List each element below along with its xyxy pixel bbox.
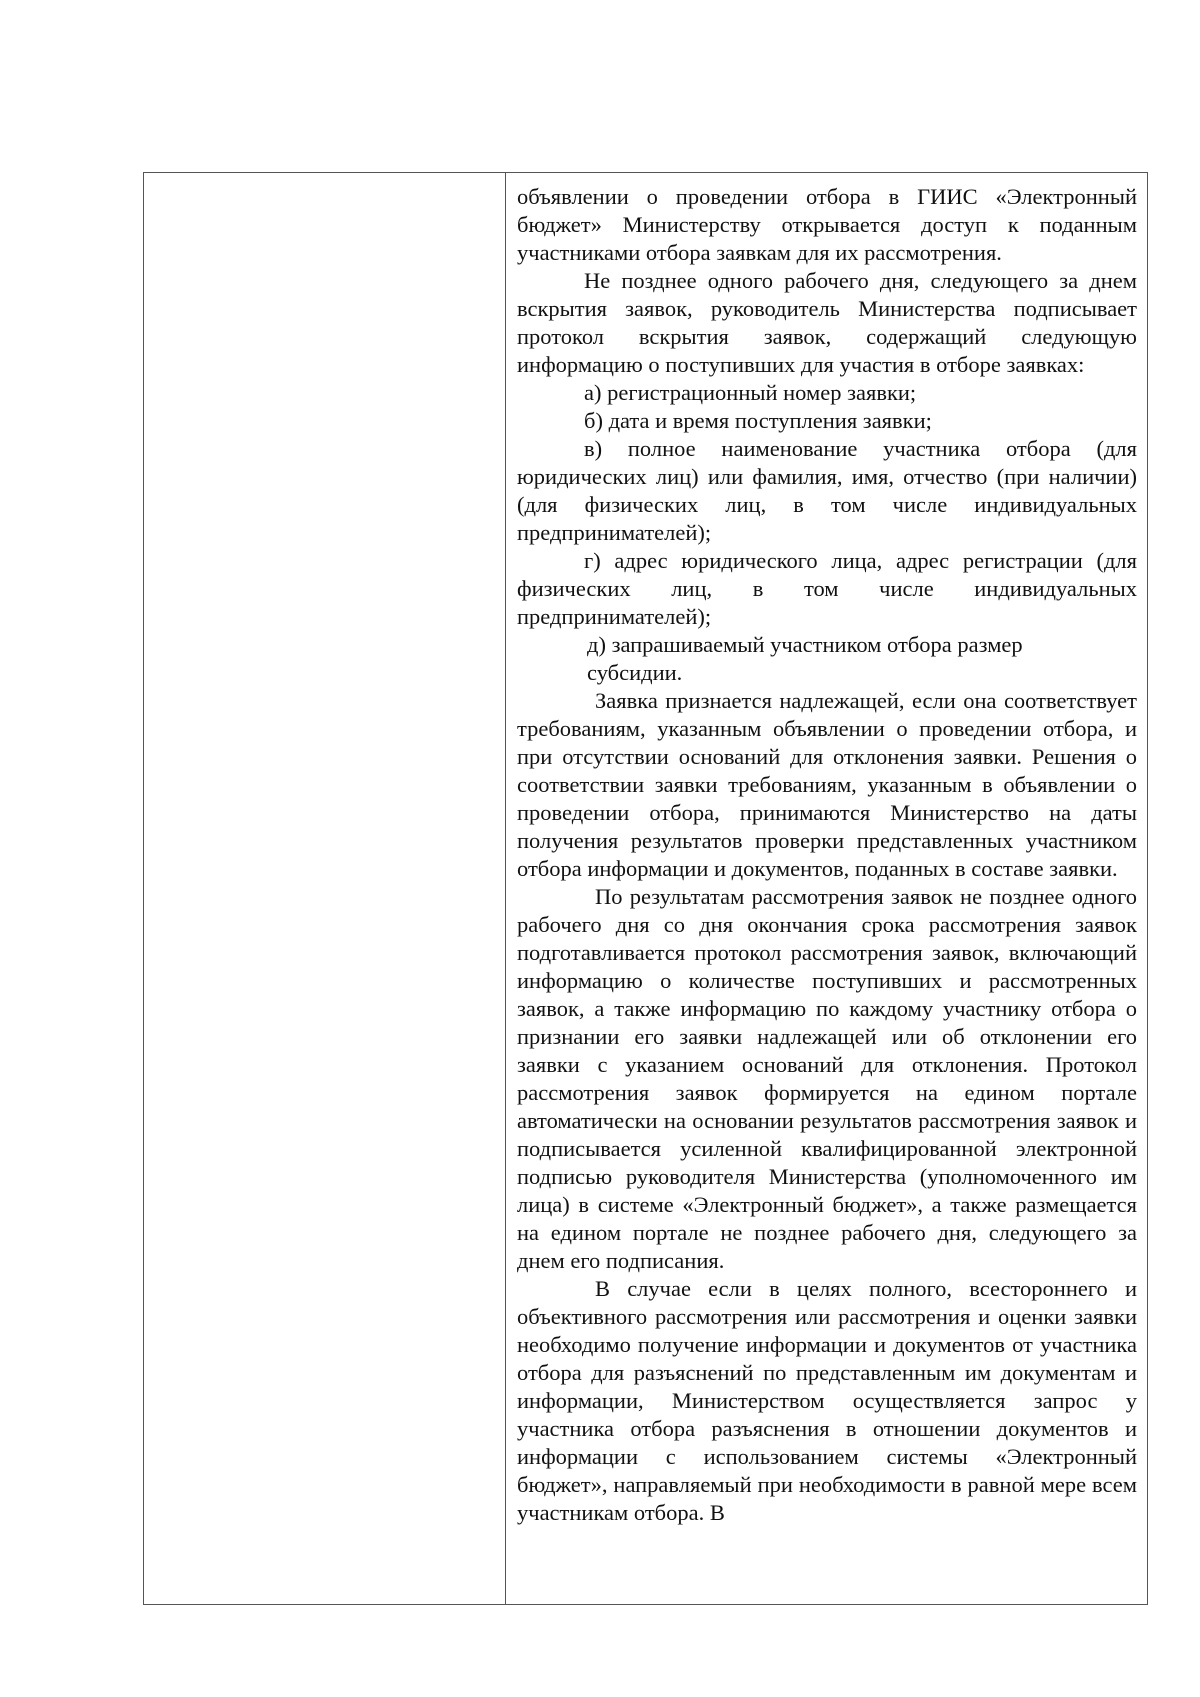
paragraph-protocol-signing: Не позднее одного рабочего дня, следующего за днем вскрытия заявок, руководитель Министерства подписывает протокол вскрытия заявок, содержащий следующую информацию о поступивших для участия в отборе заявках: — [517, 268, 1137, 377]
table-left-cell — [144, 173, 506, 1604]
document-table — [143, 172, 1148, 1605]
list-item-b: б) дата и время поступления заявки; — [584, 408, 932, 433]
paragraph-review-results: По результатам рассмотрения заявок не позднее одного рабочего дня со дня окончания срока рассмотрения заявок подготавливается протокол рассмотрения заявок, включающий информацию о количестве поступивших и рассмотренных заявок, а также информацию по каждому участнику отбора о признании его заявки надлежащей или об отклонении его заявки с указанием оснований для отклонения. Протокол рассмотрения заявок формируется на едином портале автоматически на основании результатов рассмотрения заявок и подписывается усиленной квалифицированной электронной подписью руководителя Министерства (уполномоченного им лица) в системе «Электронный бюджет», а также размещается на едином портале не позднее рабочего дня, следующего за днем его подписания. — [517, 884, 1137, 1273]
paragraph-application-proper: Заявка признается надлежащей, если она соответствует требованиям, указанным объявлении о проведении отбора, и при отсутствии оснований для отклонения заявки. Решения о соответствии заявки требованиям, указанным в объявлении о проведении отбора, принимаются Министерство на даты получения результатов проверки представленных участником отбора информации и документов, поданных в составе заявки. — [517, 688, 1137, 881]
list-item-a: а) регистрационный номер заявки; — [584, 380, 917, 405]
paragraph-clarification-request: В случае если в целях полного, всестороннего и объективного рассмотрения или рассмотрения и оценки заявки необходимо получение информации и документов от участника отбора для разъяснений по представленным им документам и информации, Министерством осуществляется запрос у участника отбора разъяснения в отношении документов и информации с использованием системы «Электронный бюджет», направляемый при необходимости в равной мере всем участникам отбора. В — [517, 1276, 1137, 1525]
table-right-cell — [506, 173, 1147, 1604]
list-item-d: д) запрашиваемый участником отбора размер субсидии. — [587, 632, 1023, 685]
paragraph-opening: объявлении о проведении отбора в ГИИС «Электронный бюджет» Министерству открывается доступ к поданным участниками отбора заявкам для их рассмотрения. — [517, 184, 1137, 265]
list-item-g: г) адрес юридического лица, адрес регистрации (для физических лиц, в том числе индивидуальных предпринимателей); — [517, 548, 1137, 629]
list-item-v: в) полное наименование участника отбора (для юридических лиц) или фамилия, имя, отчество (при наличии) (для физических лиц, в том числе индивидуальных предпринимателей); — [517, 436, 1137, 545]
